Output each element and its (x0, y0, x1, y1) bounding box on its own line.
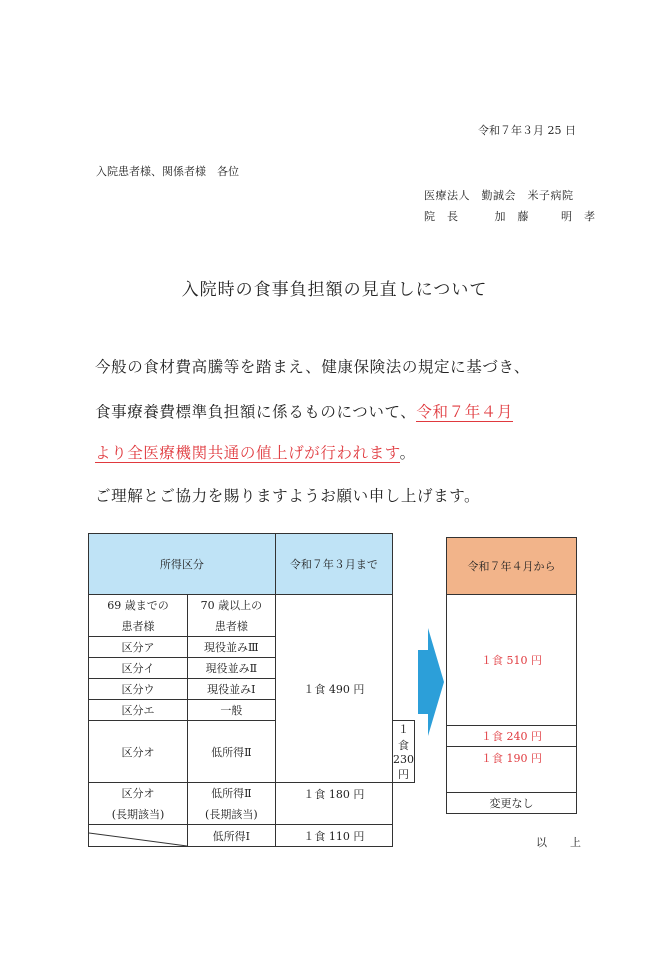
price-low1-after: 変更なし (447, 793, 577, 814)
price-general-before: １食 490 円 (275, 595, 392, 783)
sender-title: 院 長 (424, 210, 459, 223)
fee-table-before (88, 533, 415, 847)
recipients: 入院患者様、関係者様 各位 (96, 165, 239, 178)
category-a: 区分ア (89, 637, 188, 658)
diagonal-line (89, 825, 187, 846)
age-over-70: 70 歳以上の (188, 595, 276, 616)
class-general: 一般 (188, 700, 276, 721)
class-active-3: 現役並みⅢ (188, 637, 276, 658)
price-low2-long-after: １食 190 円 (447, 747, 577, 793)
document-title: 入院時の食事負担額の見直しについて (181, 280, 488, 300)
body-line-2-text: 食事療養費標準負担額に係るものについて、 (95, 403, 417, 421)
body-line-3-end: 。 (399, 444, 416, 462)
price-low2-before: １食 230 円 (393, 721, 415, 783)
body-line-2 (95, 400, 513, 422)
body-highlight-2: より全医療機関共通の値上げが行われます (95, 444, 400, 462)
category-o: 区分オ (89, 721, 188, 783)
age-under-69: 69 歳までの (89, 595, 188, 616)
patients-over-70: 患者様 (188, 616, 276, 637)
sender-signature (424, 208, 610, 224)
patients-under-69: 患者様 (89, 616, 188, 637)
right-arrow-icon (418, 628, 444, 736)
category-o-long: 区分オ (89, 783, 188, 804)
category-u: 区分ウ (89, 679, 188, 700)
header-until-march: 令和７年３月まで (275, 534, 392, 595)
long-term-note-1: (長期該当) (89, 804, 188, 825)
document-date: 令和７年３月 25 日 (478, 124, 576, 137)
price-low2-after: １食 240 円 (447, 726, 577, 747)
empty-diagonal-cell (89, 825, 188, 847)
body-line-3 (95, 441, 416, 463)
long-term-note-2: (長期該当) (188, 804, 276, 825)
header-from-april: 令和７年４月から (447, 538, 577, 595)
class-active-1: 現役並みⅠ (188, 679, 276, 700)
price-general-after: １食 510 円 (447, 595, 577, 726)
sender-organization: 医療法人 勤誠会 米子病院 (424, 189, 574, 202)
category-i: 区分イ (89, 658, 188, 679)
class-active-2: 現役並みⅡ (188, 658, 276, 679)
price-low1-before: １食 110 円 (275, 825, 392, 847)
body-line-4: ご理解とご協力を賜りますようお願い申し上げます。 (95, 487, 481, 505)
class-low-income-1: 低所得Ⅰ (188, 825, 276, 847)
sender-family-name: 加 藤 (494, 210, 529, 223)
sender-given-name: 明 孝 (561, 210, 596, 223)
fee-table-after (446, 537, 577, 814)
body-line-1: 今般の食材費高騰等を踏まえ、健康保険法の規定に基づき、 (95, 358, 531, 376)
closing-mark: 以 上 (536, 836, 587, 849)
class-low-income-2: 低所得Ⅱ (188, 721, 276, 783)
category-e: 区分エ (89, 700, 188, 721)
price-low2-long-before: １食 180 円 (275, 783, 392, 825)
header-income-category: 所得区分 (89, 534, 276, 595)
body-highlight-1: 令和７年４月 (416, 403, 513, 421)
class-low-income-2-long: 低所得Ⅱ (188, 783, 276, 804)
